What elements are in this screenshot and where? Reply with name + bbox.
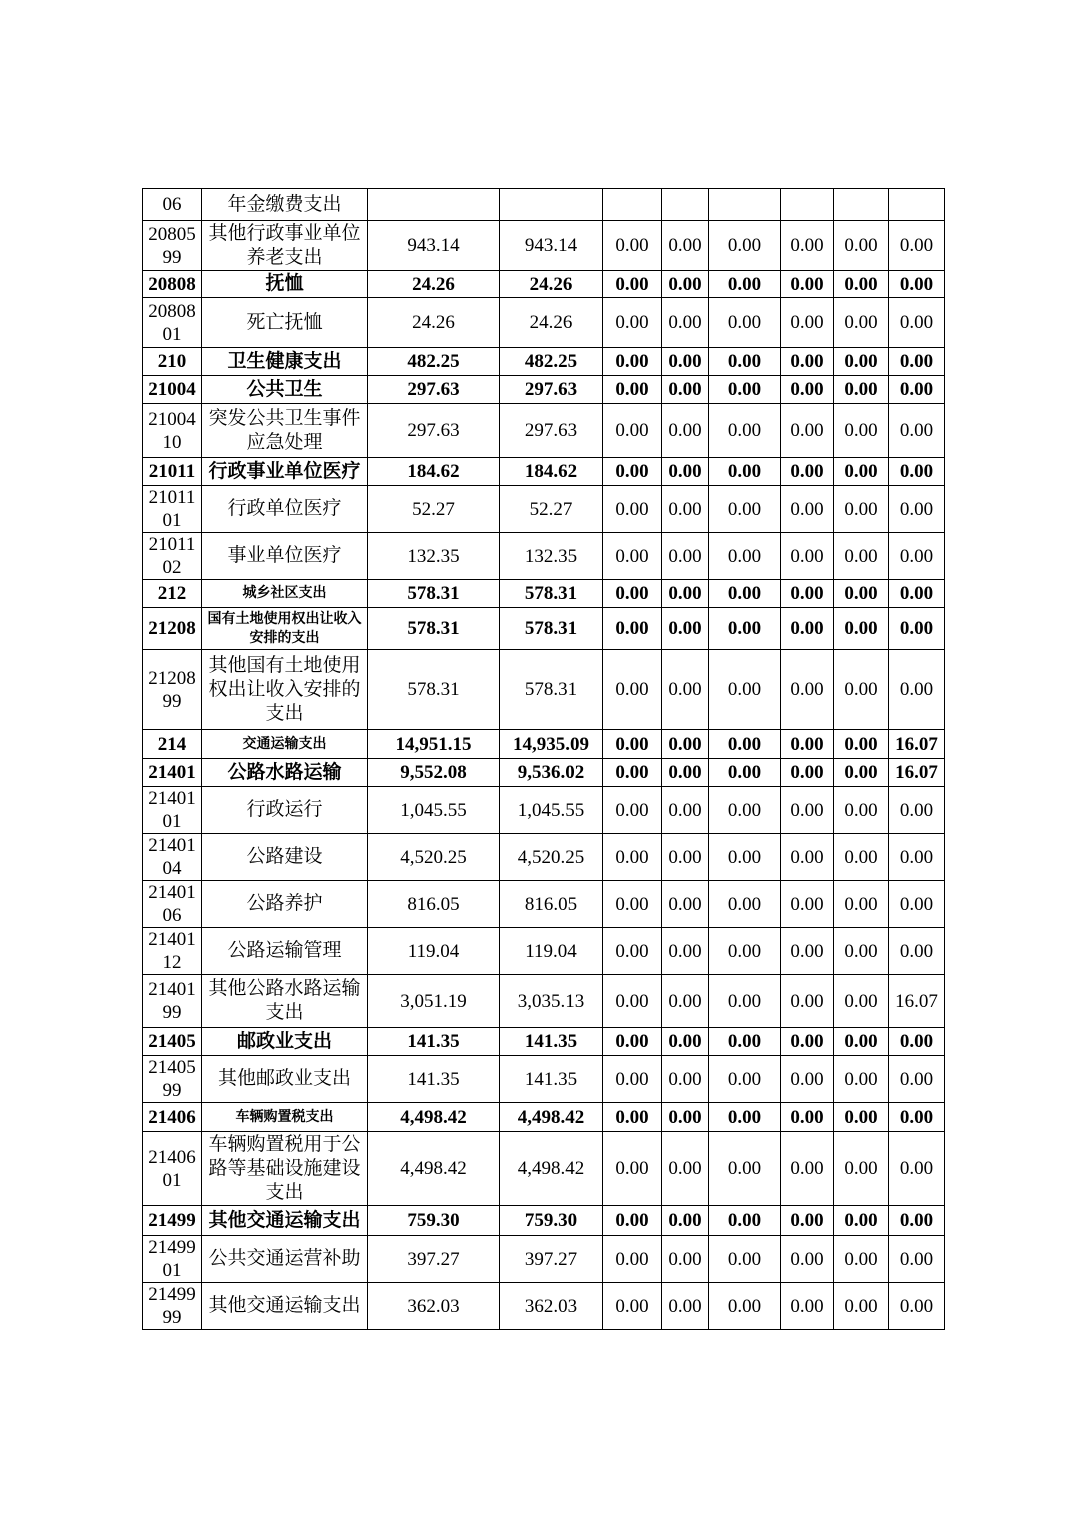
- cell-name: 国有土地使用权出让收入安排的支出: [202, 608, 368, 650]
- cell-amount-col2: 0.00: [662, 404, 709, 458]
- cell-amount-total: 578.31: [368, 608, 500, 650]
- cell-amount-basic: 4,498.42: [500, 1103, 603, 1132]
- cell-amount-col5: 0.00: [834, 580, 889, 608]
- table-row: [143, 1028, 945, 1056]
- cell-amount-col2: 0.00: [662, 730, 709, 759]
- cell-amount-col2: 0.00: [662, 458, 709, 486]
- cell-amount-col3: 0.00: [709, 1236, 781, 1283]
- cell-amount-total: 759.30: [368, 1206, 500, 1236]
- cell-amount-col6: 0.00: [889, 1236, 945, 1283]
- cell-amount-col2: 0.00: [662, 298, 709, 348]
- cell-amount-col4: 0.00: [781, 730, 834, 759]
- table-row: [143, 975, 945, 1028]
- cell-amount-col6: 0.00: [889, 221, 945, 271]
- cell-amount-basic: 578.31: [500, 608, 603, 650]
- cell-amount-col3: 0.00: [709, 486, 781, 533]
- cell-name: 其他交通运输支出: [202, 1206, 368, 1236]
- cell-amount-col3: 0.00: [709, 376, 781, 404]
- cell-amount-col5: 0.00: [834, 1283, 889, 1330]
- cell-amount-col6: 0.00: [889, 1056, 945, 1103]
- cell-amount-col4: 0.00: [781, 1236, 834, 1283]
- cell-amount-total: 132.35: [368, 533, 500, 580]
- table-row: [143, 608, 945, 650]
- cell-amount-col6: 0.00: [889, 650, 945, 730]
- cell-code: 21004: [143, 376, 202, 404]
- cell-amount-col2: 0.00: [662, 928, 709, 975]
- cell-amount-col1: 0.00: [603, 298, 662, 348]
- cell-amount-col6: 0.00: [889, 271, 945, 298]
- cell-amount-col4: 0.00: [781, 1283, 834, 1330]
- cell-amount-basic: 52.27: [500, 486, 603, 533]
- cell-amount-col4: 0.00: [781, 975, 834, 1028]
- cell-amount-total: 1,045.55: [368, 787, 500, 834]
- cell-amount-basic: 9,536.02: [500, 759, 603, 787]
- cell-amount-total: 24.26: [368, 298, 500, 348]
- cell-amount-total: 24.26: [368, 271, 500, 298]
- cell-amount-col3: 0.00: [709, 881, 781, 928]
- cell-amount-col3: 0.00: [709, 348, 781, 376]
- cell-amount-col2: 0.00: [662, 348, 709, 376]
- cell-code: 21401 06: [143, 881, 202, 928]
- cell-amount-col1: 0.00: [603, 1103, 662, 1132]
- cell-amount-col3: 0.00: [709, 221, 781, 271]
- cell-amount-col3: 0.00: [709, 404, 781, 458]
- cell-amount-col6: 16.07: [889, 730, 945, 759]
- cell-amount-col5: 0.00: [834, 730, 889, 759]
- cell-amount-col4: 0.00: [781, 1206, 834, 1236]
- budget-expenditure-table: [142, 188, 945, 1330]
- cell-amount-col3: 0.00: [709, 1028, 781, 1056]
- cell-amount-basic: 14,935.09: [500, 730, 603, 759]
- table-row: [143, 348, 945, 376]
- cell-amount-col5: 0.00: [834, 1056, 889, 1103]
- cell-code: 21406: [143, 1103, 202, 1132]
- cell-amount-col4: 0.00: [781, 376, 834, 404]
- cell-amount-col1: 0.00: [603, 348, 662, 376]
- cell-amount-col4: 0.00: [781, 486, 834, 533]
- cell-amount-col2: 0.00: [662, 759, 709, 787]
- table-row: [143, 1236, 945, 1283]
- cell-amount-col2: 0.00: [662, 533, 709, 580]
- cell-amount-col5: 0.00: [834, 787, 889, 834]
- table-row: [143, 298, 945, 348]
- cell-amount-col4: 0.00: [781, 1103, 834, 1132]
- cell-amount-total: 4,498.42: [368, 1132, 500, 1206]
- cell-amount-total: 4,520.25: [368, 834, 500, 881]
- cell-amount-col1: 0.00: [603, 458, 662, 486]
- cell-amount-basic: 4,498.42: [500, 1132, 603, 1206]
- cell-code: 212: [143, 580, 202, 608]
- cell-code: 21004 10: [143, 404, 202, 458]
- cell-amount-col4: 0.00: [781, 759, 834, 787]
- cell-amount-col6: 0.00: [889, 376, 945, 404]
- cell-amount-col6: 0.00: [889, 486, 945, 533]
- table-row: [143, 221, 945, 271]
- cell-amount-col3: 0.00: [709, 533, 781, 580]
- cell-amount-col3: 0.00: [709, 1056, 781, 1103]
- cell-amount-basic: 24.26: [500, 298, 603, 348]
- cell-amount-col3: 0.00: [709, 834, 781, 881]
- cell-amount-col3: 0.00: [709, 608, 781, 650]
- cell-amount-col6: 0.00: [889, 580, 945, 608]
- cell-amount-col6: 0.00: [889, 1103, 945, 1132]
- cell-amount-col6: 16.07: [889, 975, 945, 1028]
- cell-amount-col1: 0.00: [603, 271, 662, 298]
- cell-name: 公共卫生: [202, 376, 368, 404]
- cell-name: 交通运输支出: [202, 730, 368, 759]
- cell-amount-col4: 0.00: [781, 404, 834, 458]
- cell-amount-col5: 0.00: [834, 975, 889, 1028]
- cell-amount-basic: 1,045.55: [500, 787, 603, 834]
- cell-amount-col6: [889, 189, 945, 221]
- cell-amount-col3: 0.00: [709, 759, 781, 787]
- cell-amount-col5: 0.00: [834, 834, 889, 881]
- cell-amount-col1: 0.00: [603, 1056, 662, 1103]
- cell-amount-basic: 578.31: [500, 580, 603, 608]
- cell-amount-col1: 0.00: [603, 730, 662, 759]
- table-row: [143, 189, 945, 221]
- cell-amount-col3: 0.00: [709, 650, 781, 730]
- cell-amount-total: 184.62: [368, 458, 500, 486]
- cell-amount-col1: 0.00: [603, 376, 662, 404]
- cell-amount-col1: [603, 189, 662, 221]
- cell-amount-total: 4,498.42: [368, 1103, 500, 1132]
- cell-amount-col5: [834, 189, 889, 221]
- cell-code: 214: [143, 730, 202, 759]
- table-row: [143, 928, 945, 975]
- cell-amount-basic: 4,520.25: [500, 834, 603, 881]
- cell-amount-basic: 24.26: [500, 271, 603, 298]
- cell-amount-col3: 0.00: [709, 787, 781, 834]
- cell-code: 21208 99: [143, 650, 202, 730]
- cell-amount-col5: 0.00: [834, 404, 889, 458]
- table-row: [143, 1103, 945, 1132]
- cell-name: 公路运输管理: [202, 928, 368, 975]
- cell-amount-col6: 0.00: [889, 458, 945, 486]
- cell-amount-basic: 184.62: [500, 458, 603, 486]
- cell-amount-col2: 0.00: [662, 1206, 709, 1236]
- cell-amount-col5: 0.00: [834, 1028, 889, 1056]
- cell-amount-col5: 0.00: [834, 1132, 889, 1206]
- cell-amount-col6: 16.07: [889, 759, 945, 787]
- cell-amount-basic: 297.63: [500, 404, 603, 458]
- cell-amount-col6: 0.00: [889, 1132, 945, 1206]
- cell-amount-col2: 0.00: [662, 1056, 709, 1103]
- cell-amount-basic: 297.63: [500, 376, 603, 404]
- cell-amount-col4: 0.00: [781, 580, 834, 608]
- cell-amount-col4: 0.00: [781, 881, 834, 928]
- table-row: [143, 1206, 945, 1236]
- cell-amount-col1: 0.00: [603, 975, 662, 1028]
- cell-amount-col5: 0.00: [834, 881, 889, 928]
- cell-name: 其他国有土地使用权出让收入安排的支出: [202, 650, 368, 730]
- cell-amount-col2: 0.00: [662, 787, 709, 834]
- cell-amount-col4: 0.00: [781, 787, 834, 834]
- cell-amount-col3: 0.00: [709, 1206, 781, 1236]
- cell-name: 行政事业单位医疗: [202, 458, 368, 486]
- cell-amount-basic: 943.14: [500, 221, 603, 271]
- cell-code: 21499 99: [143, 1283, 202, 1330]
- cell-amount-col4: 0.00: [781, 298, 834, 348]
- cell-name: 其他行政事业单位养老支出: [202, 221, 368, 271]
- cell-name: 其他邮政业支出: [202, 1056, 368, 1103]
- cell-amount-col2: [662, 189, 709, 221]
- cell-name: 公路建设: [202, 834, 368, 881]
- cell-amount-col3: 0.00: [709, 1103, 781, 1132]
- cell-amount-col2: 0.00: [662, 1236, 709, 1283]
- cell-amount-basic: 578.31: [500, 650, 603, 730]
- cell-name: 公共交通运营补助: [202, 1236, 368, 1283]
- cell-amount-col6: 0.00: [889, 608, 945, 650]
- cell-amount-total: 578.31: [368, 650, 500, 730]
- cell-name: 邮政业支出: [202, 1028, 368, 1056]
- cell-amount-col3: 0.00: [709, 458, 781, 486]
- cell-code: 21499: [143, 1206, 202, 1236]
- cell-amount-col5: 0.00: [834, 928, 889, 975]
- cell-name: 公路养护: [202, 881, 368, 928]
- table-row: [143, 1283, 945, 1330]
- cell-name: 抚恤: [202, 271, 368, 298]
- cell-amount-total: 943.14: [368, 221, 500, 271]
- cell-amount-total: [368, 189, 500, 221]
- cell-code: 21401 99: [143, 975, 202, 1028]
- cell-amount-col5: 0.00: [834, 759, 889, 787]
- cell-amount-basic: [500, 189, 603, 221]
- cell-name: 车辆购置税用于公路等基础设施建设支出: [202, 1132, 368, 1206]
- cell-amount-col6: 0.00: [889, 928, 945, 975]
- cell-amount-col1: 0.00: [603, 1236, 662, 1283]
- cell-code: 20805 99: [143, 221, 202, 271]
- cell-amount-col4: 0.00: [781, 271, 834, 298]
- cell-amount-col1: 0.00: [603, 1132, 662, 1206]
- cell-amount-col2: 0.00: [662, 580, 709, 608]
- cell-amount-total: 297.63: [368, 404, 500, 458]
- cell-code: 21011: [143, 458, 202, 486]
- cell-amount-col1: 0.00: [603, 533, 662, 580]
- cell-code: 21208: [143, 608, 202, 650]
- table-row: [143, 650, 945, 730]
- cell-amount-col5: 0.00: [834, 298, 889, 348]
- cell-amount-col6: 0.00: [889, 1283, 945, 1330]
- cell-amount-col2: 0.00: [662, 1103, 709, 1132]
- cell-amount-total: 141.35: [368, 1056, 500, 1103]
- cell-code: 21405 99: [143, 1056, 202, 1103]
- cell-amount-basic: 141.35: [500, 1056, 603, 1103]
- cell-amount-col1: 0.00: [603, 486, 662, 533]
- table-row: [143, 376, 945, 404]
- cell-amount-col6: 0.00: [889, 881, 945, 928]
- cell-amount-basic: 816.05: [500, 881, 603, 928]
- cell-amount-col2: 0.00: [662, 1283, 709, 1330]
- cell-amount-basic: 759.30: [500, 1206, 603, 1236]
- cell-code: 20808 01: [143, 298, 202, 348]
- cell-name: 行政单位医疗: [202, 486, 368, 533]
- cell-amount-col5: 0.00: [834, 608, 889, 650]
- cell-amount-total: 119.04: [368, 928, 500, 975]
- table-row: [143, 834, 945, 881]
- cell-amount-basic: 3,035.13: [500, 975, 603, 1028]
- cell-amount-basic: 362.03: [500, 1283, 603, 1330]
- cell-amount-total: 141.35: [368, 1028, 500, 1056]
- cell-amount-col6: 0.00: [889, 834, 945, 881]
- cell-amount-col2: 0.00: [662, 486, 709, 533]
- cell-amount-col4: 0.00: [781, 928, 834, 975]
- cell-amount-col1: 0.00: [603, 928, 662, 975]
- cell-amount-col4: 0.00: [781, 221, 834, 271]
- cell-code: 21401 04: [143, 834, 202, 881]
- cell-amount-total: 362.03: [368, 1283, 500, 1330]
- cell-code: 21401 12: [143, 928, 202, 975]
- cell-amount-total: 3,051.19: [368, 975, 500, 1028]
- cell-amount-col5: 0.00: [834, 221, 889, 271]
- cell-amount-col3: [709, 189, 781, 221]
- cell-name: 公路水路运输: [202, 759, 368, 787]
- cell-code: 20808: [143, 271, 202, 298]
- table-row: [143, 1132, 945, 1206]
- cell-amount-col2: 0.00: [662, 975, 709, 1028]
- cell-name: 突发公共卫生事件应急处理: [202, 404, 368, 458]
- cell-name: 城乡社区支出: [202, 580, 368, 608]
- cell-code: 21011 01: [143, 486, 202, 533]
- cell-amount-col2: 0.00: [662, 1132, 709, 1206]
- cell-amount-col4: 0.00: [781, 608, 834, 650]
- table-row: [143, 1056, 945, 1103]
- cell-amount-col5: 0.00: [834, 1236, 889, 1283]
- cell-name: 行政运行: [202, 787, 368, 834]
- cell-amount-col1: 0.00: [603, 221, 662, 271]
- cell-amount-col2: 0.00: [662, 221, 709, 271]
- cell-code: 21499 01: [143, 1236, 202, 1283]
- cell-amount-col5: 0.00: [834, 1103, 889, 1132]
- cell-amount-col5: 0.00: [834, 458, 889, 486]
- cell-code: 21401: [143, 759, 202, 787]
- cell-amount-total: 52.27: [368, 486, 500, 533]
- table-row: [143, 881, 945, 928]
- cell-amount-col1: 0.00: [603, 1028, 662, 1056]
- cell-amount-col2: 0.00: [662, 271, 709, 298]
- cell-amount-col3: 0.00: [709, 730, 781, 759]
- cell-code: 21406 01: [143, 1132, 202, 1206]
- cell-amount-basic: 132.35: [500, 533, 603, 580]
- cell-amount-col3: 0.00: [709, 1283, 781, 1330]
- cell-amount-col6: 0.00: [889, 348, 945, 376]
- cell-amount-col1: 0.00: [603, 787, 662, 834]
- cell-amount-col3: 0.00: [709, 928, 781, 975]
- cell-name: 年金缴费支出: [202, 189, 368, 221]
- cell-amount-col6: 0.00: [889, 1028, 945, 1056]
- cell-amount-col1: 0.00: [603, 834, 662, 881]
- cell-name: 死亡抚恤: [202, 298, 368, 348]
- table-row: [143, 730, 945, 759]
- cell-name: 车辆购置税支出: [202, 1103, 368, 1132]
- cell-amount-col1: 0.00: [603, 1206, 662, 1236]
- cell-amount-col3: 0.00: [709, 271, 781, 298]
- cell-amount-col6: 0.00: [889, 1206, 945, 1236]
- cell-amount-total: 482.25: [368, 348, 500, 376]
- cell-code: 210: [143, 348, 202, 376]
- cell-amount-total: 578.31: [368, 580, 500, 608]
- cell-amount-col6: 0.00: [889, 787, 945, 834]
- cell-name: 卫生健康支出: [202, 348, 368, 376]
- cell-amount-col4: [781, 189, 834, 221]
- cell-amount-col2: 0.00: [662, 608, 709, 650]
- table-row: [143, 580, 945, 608]
- cell-amount-col6: 0.00: [889, 404, 945, 458]
- cell-amount-basic: 397.27: [500, 1236, 603, 1283]
- cell-amount-col1: 0.00: [603, 881, 662, 928]
- cell-amount-col2: 0.00: [662, 376, 709, 404]
- cell-amount-col5: 0.00: [834, 1206, 889, 1236]
- cell-amount-col4: 0.00: [781, 834, 834, 881]
- cell-amount-col3: 0.00: [709, 975, 781, 1028]
- cell-code: 21405: [143, 1028, 202, 1056]
- cell-amount-total: 297.63: [368, 376, 500, 404]
- table-row: [143, 404, 945, 458]
- cell-amount-col4: 0.00: [781, 533, 834, 580]
- cell-amount-col4: 0.00: [781, 458, 834, 486]
- cell-code: 21011 02: [143, 533, 202, 580]
- table-row: [143, 533, 945, 580]
- cell-amount-total: 9,552.08: [368, 759, 500, 787]
- cell-name: 其他交通运输支出: [202, 1283, 368, 1330]
- cell-amount-total: 14,951.15: [368, 730, 500, 759]
- table-row: [143, 759, 945, 787]
- cell-amount-col5: 0.00: [834, 486, 889, 533]
- cell-name: 其他公路水路运输支出: [202, 975, 368, 1028]
- cell-amount-basic: 482.25: [500, 348, 603, 376]
- cell-amount-col1: 0.00: [603, 650, 662, 730]
- cell-code: 06: [143, 189, 202, 221]
- cell-amount-basic: 141.35: [500, 1028, 603, 1056]
- cell-amount-col2: 0.00: [662, 834, 709, 881]
- cell-amount-col4: 0.00: [781, 1132, 834, 1206]
- cell-amount-col3: 0.00: [709, 1132, 781, 1206]
- table-body: [143, 189, 945, 1330]
- cell-amount-total: 397.27: [368, 1236, 500, 1283]
- cell-amount-col2: 0.00: [662, 881, 709, 928]
- table-row: [143, 271, 945, 298]
- cell-amount-col5: 0.00: [834, 650, 889, 730]
- cell-amount-col4: 0.00: [781, 348, 834, 376]
- cell-amount-col4: 0.00: [781, 1056, 834, 1103]
- cell-amount-col5: 0.00: [834, 376, 889, 404]
- cell-code: 21401 01: [143, 787, 202, 834]
- cell-amount-col5: 0.00: [834, 348, 889, 376]
- table-row: [143, 787, 945, 834]
- table-row: [143, 486, 945, 533]
- cell-amount-total: 816.05: [368, 881, 500, 928]
- cell-amount-col4: 0.00: [781, 1028, 834, 1056]
- cell-amount-col1: 0.00: [603, 608, 662, 650]
- cell-amount-basic: 119.04: [500, 928, 603, 975]
- cell-amount-col2: 0.00: [662, 1028, 709, 1056]
- cell-amount-col3: 0.00: [709, 298, 781, 348]
- cell-amount-col1: 0.00: [603, 1283, 662, 1330]
- cell-amount-col6: 0.00: [889, 298, 945, 348]
- cell-amount-col1: 0.00: [603, 404, 662, 458]
- cell-amount-col1: 0.00: [603, 759, 662, 787]
- cell-amount-col5: 0.00: [834, 533, 889, 580]
- cell-amount-col4: 0.00: [781, 650, 834, 730]
- cell-amount-col5: 0.00: [834, 271, 889, 298]
- cell-amount-col2: 0.00: [662, 650, 709, 730]
- cell-amount-col3: 0.00: [709, 580, 781, 608]
- cell-name: 事业单位医疗: [202, 533, 368, 580]
- cell-amount-col1: 0.00: [603, 580, 662, 608]
- table-row: [143, 458, 945, 486]
- cell-amount-col6: 0.00: [889, 533, 945, 580]
